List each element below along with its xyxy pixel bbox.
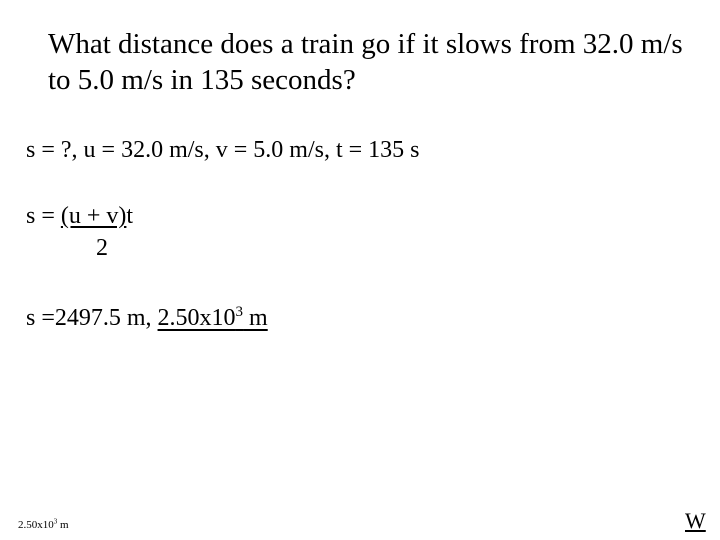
formula-t: t bbox=[126, 203, 134, 229]
formula-line bbox=[26, 202, 133, 230]
answer-exponent: 3 bbox=[235, 304, 244, 320]
formula-lhs: s = bbox=[26, 203, 61, 229]
result-line bbox=[26, 304, 268, 332]
final-answer bbox=[158, 305, 268, 331]
footer-note-base: 2.50x10 bbox=[18, 519, 54, 531]
formula-denominator: 2 bbox=[96, 235, 108, 261]
answer-unit: m bbox=[243, 305, 268, 331]
result-prefix: s =2497.5 m, bbox=[26, 305, 158, 331]
given-values: s = ?, u = 32.0 m/s, v = 5.0 m/s, t = 135 s bbox=[26, 137, 420, 163]
answer-base: 2.50x10 bbox=[157, 305, 236, 331]
footer-note-exponent: 3 bbox=[53, 517, 58, 526]
footer-note-unit: m bbox=[57, 519, 69, 531]
footer-note bbox=[18, 518, 69, 532]
formula-numerator: (u + v) bbox=[60, 203, 127, 229]
question-title: What distance does a train go if it slows from 32.0 m/s to 5.0 m/s in 135 seconds? bbox=[48, 28, 683, 96]
w-link[interactable]: W bbox=[685, 508, 706, 533]
